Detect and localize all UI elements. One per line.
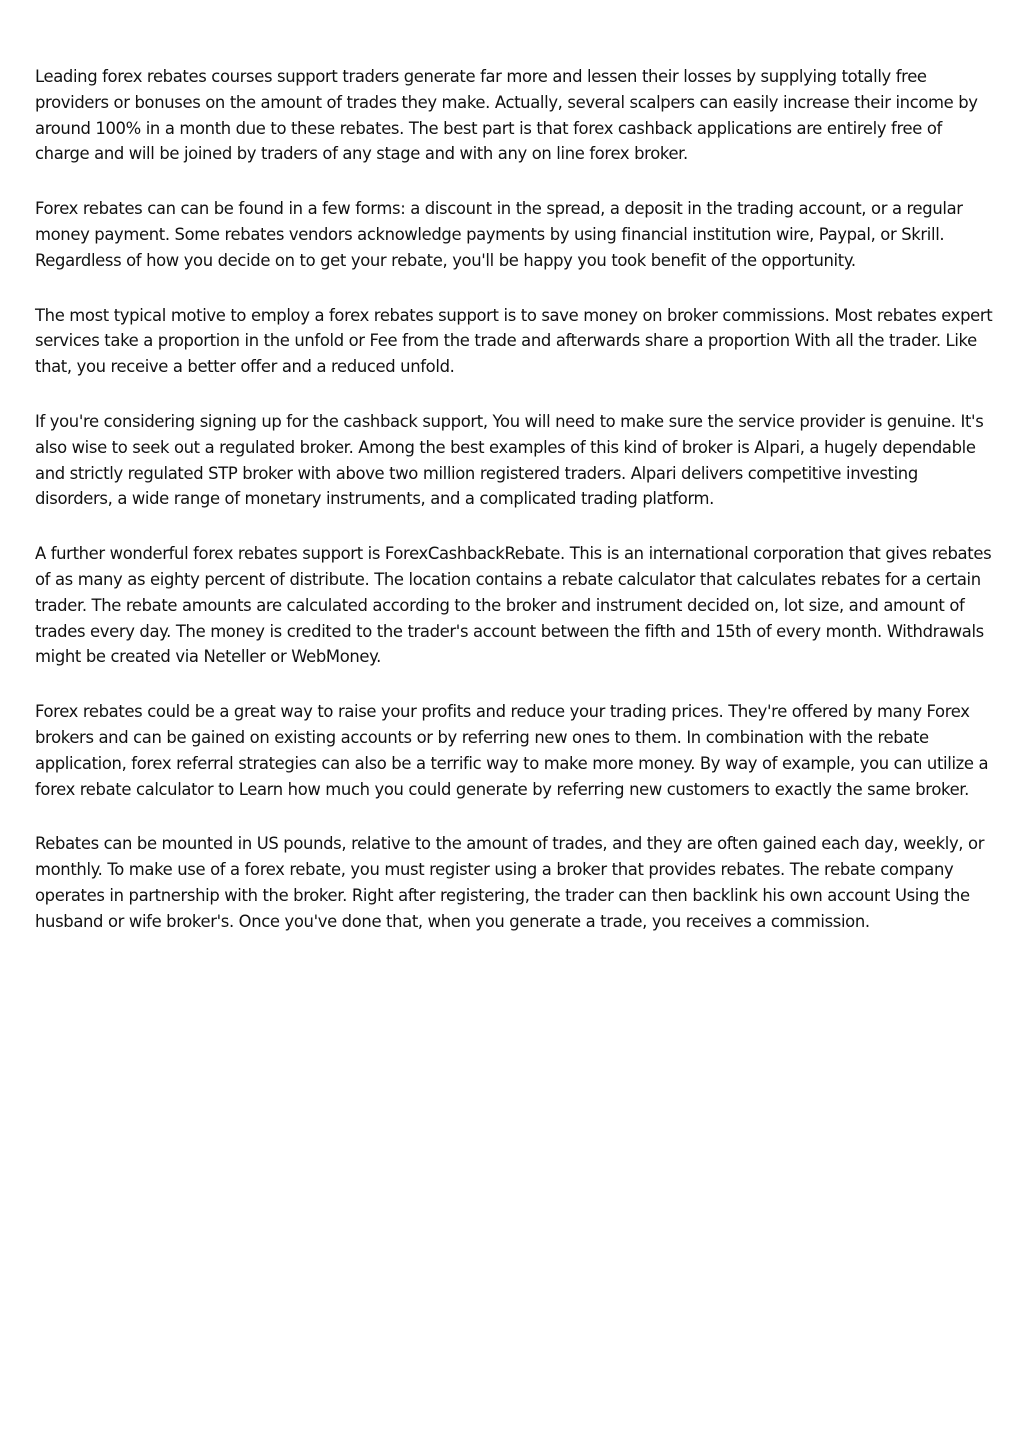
paragraph-3: The most typical motive to employ a forex rebates support is to save money on broker commissions. Most rebates expert services take a proportion in the unfold or Fee from the trade and afterwards share a proportion With all the trader. Like that, you receive a better offer and a reduced unfold.	[35, 305, 993, 377]
paragraph-2: Forex rebates can can be found in a few forms: a discount in the spread, a deposit in the trading account, or a regular money payment. Some rebates vendors acknowledge payments by using financial institution wire, Paypal, or Skrill. Regardless of how you decide on to get your rebate, you'll be happy you took benefit of the opportunity.	[35, 199, 963, 270]
document-body	[35, 64, 993, 964]
paragraph-4: If you're considering signing up for the cashback support, You will need to make sure the service provider is genuine. It's also wise to seek out a regulated broker. Among the best examples of this kind of broker is Alpari, a hugely dependable and strictly regulated STP broker with above two million registered traders. Alpari delivers competitive investing disorders, a wide range of monetary instruments, and a complicated trading platform.	[35, 411, 984, 509]
paragraph-7: Rebates can be mounted in US pounds, relative to the amount of trades, and they are often gained each day, weekly, or monthly. To make use of a forex rebate, you must register using a broker that provides rebates. The rebate company operates in partnership with the broker. Right after registering, the trader can then backlink his own account Using the husband or wife broker's. Once you've done that, when you generate a trade, you receives a commission.	[35, 834, 985, 931]
paragraph-6: Forex rebates could be a great way to raise your profits and reduce your trading prices. They're offered by many Forex brokers and can be gained on existing accounts or by referring new ones to them. In combination with the rebate application, forex referral strategies can also be a terrific way to make more money. By way of example, you can utilize a forex rebate calculator to Learn how much you could generate by referring new customers to exactly the same broker.	[35, 702, 989, 799]
paragraph-5: A further wonderful forex rebates support is ForexCashbackRebate. This is an international corporation that gives rebates of as many as eighty percent of distribute. The location contains a rebate calculator that calculates rebates for a certain trader. The rebate amounts are calculated according to the broker and instrument decided on, lot size, and amount of trades every day. The money is credited to the trader's account between the fifth and 15th of every month. Withdrawals might be created via Neteller or WebMoney.	[35, 544, 992, 667]
paragraph-1: Leading forex rebates courses support traders generate far more and lessen their losses by supplying totally free providers or bonuses on the amount of trades they make. Actually, several scalpers can easily increase their income by around 100% in a month due to these rebates. The best part is that forex cashback applications are entirely free of charge and will be joined by traders of any stage and with any on line forex broker.	[35, 67, 978, 164]
